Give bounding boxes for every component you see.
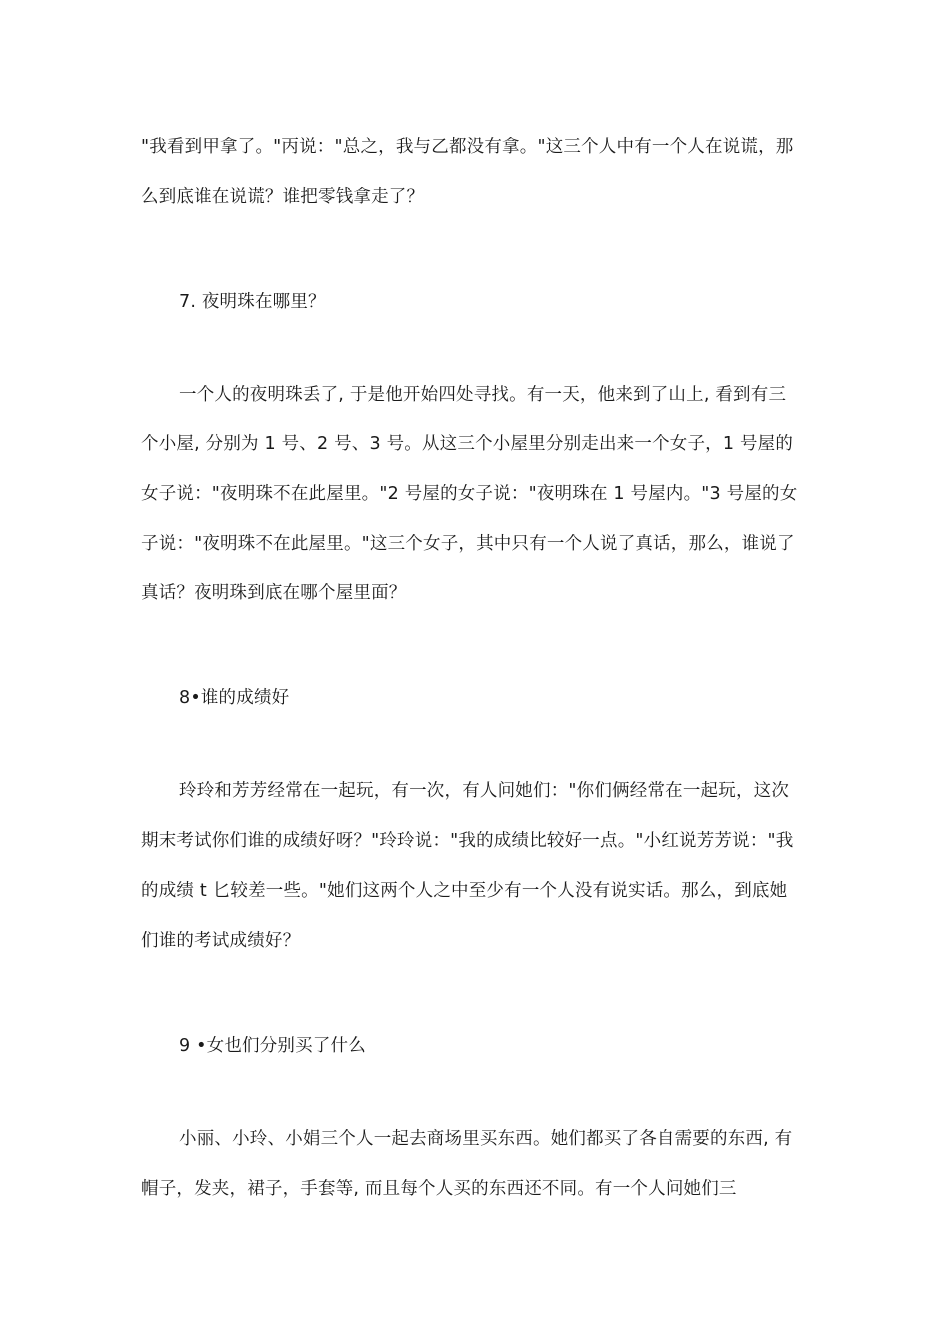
paragraph-line: 小丽、小玲、小娟三个人一起去商场里买东西。她们都买了各自需要的东西, 有 [179,1129,793,1149]
section-heading-7: 7. 夜明珠在哪里？ [179,292,326,312]
section-heading-9: 9 •女也们分别买了什么 [179,1036,366,1056]
paragraph-line: "我看到甲拿了。"丙说："总之，我与乙都没有拿。"这三个人中有一个人在说谎，那 [141,137,794,157]
paragraph-line: 真话？夜明珠到底在哪个屋里面？ [141,583,407,603]
paragraph-line: 玲玲和芳芳经常在一起玩，有一次，有人问她们："你们俩经常在一起玩，这次 [179,781,790,801]
paragraph-line: 帽子，发夹，裙子，手套等, 而且每个人买的东西还不同。有一个人问她们三 [141,1179,737,1199]
paragraph-line: 么到底谁在说谎？谁把零钱拿走了？ [141,187,425,207]
paragraph-line: 一个人的夜明珠丢了, 于是他开始四处寻找。有一天，他来到了山上, 看到有三 [179,385,787,405]
section-heading-8: 8•谁的成绩好 [179,688,290,708]
paragraph-line: 期末考试你们谁的成绩好呀？"玲玲说："我的成绩比较好一点。"小红说芳芳说："我 [141,831,794,851]
paragraph-line: 女子说："夜明珠不在此屋里。"2 号屋的女子说："夜明珠在 1 号屋内。"3 号屋的女 [141,484,798,504]
paragraph-line: 们谁的考试成绩好？ [141,931,301,951]
paragraph-line: 个小屋, 分别为 1 号、2 号、3 号。从这三个小屋里分别走出来一个女子，1 号屋的 [141,434,794,454]
paragraph-line: 子说："夜明珠不在此屋里。"这三个女子，其中只有一个人说了真话，那么，谁说了 [141,534,795,554]
paragraph-line: 的成绩 t 匕较差一些。"她们这两个人之中至少有一个人没有说实话。那么，到底她 [141,881,788,901]
